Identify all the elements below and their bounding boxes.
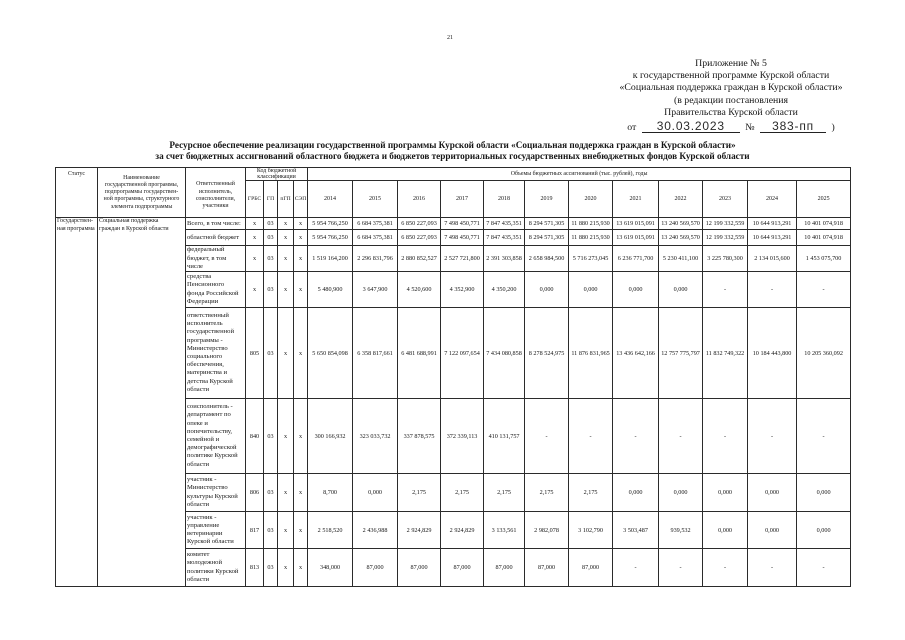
header-status: Статус: [56, 168, 98, 218]
header-program-name: Наименование государственной программы, подпрограммы государствен- ной программы, структурного элемента подпрограммы: [98, 168, 186, 218]
allocation-value-cell: 2 436,988: [353, 512, 398, 549]
allocation-value-cell: -: [703, 272, 748, 308]
allocation-value-cell: 2 924,829: [398, 512, 441, 549]
allocation-value-cell: 7 847 435,351: [484, 218, 525, 230]
allocation-value-cell: 10 205 360,092: [797, 308, 851, 399]
allocation-value-cell: 13 240 569,570: [659, 218, 703, 230]
allocation-value-cell: 0,000: [525, 272, 569, 308]
row-label-cell: участник - управление ветеринарии Курской области: [186, 512, 246, 549]
allocation-value-cell: 87,000: [525, 549, 569, 587]
budget-code-cell: х: [294, 230, 308, 246]
budget-code-cell: х: [246, 246, 264, 272]
allocation-value-cell: 87,000: [441, 549, 484, 587]
allocation-value-cell: 0,000: [748, 474, 797, 512]
allocation-value-cell: 6 684 375,381: [353, 218, 398, 230]
budget-code-cell: 03: [264, 246, 278, 272]
allocation-value-cell: 1 453 075,700: [797, 246, 851, 272]
budget-code-cell: х: [294, 246, 308, 272]
allocation-value-cell: 0,000: [659, 272, 703, 308]
year-header: 2015: [353, 181, 398, 218]
allocation-value-cell: 2 658 984,500: [525, 246, 569, 272]
row-label-cell: ответственный исполнитель государственной программы - Министерство социального обеспечения, материнства и детства Курской области: [186, 308, 246, 399]
allocation-value-cell: 13 619 015,091: [613, 230, 659, 246]
budget-code-cell: 03: [264, 474, 278, 512]
allocation-value-cell: 6 236 771,700: [613, 246, 659, 272]
year-header: 2016: [398, 181, 441, 218]
appendix-title: Приложение № 5: [695, 58, 767, 69]
allocation-value-cell: 11 880 215,930: [569, 230, 613, 246]
allocation-value-cell: 6 481 688,991: [398, 308, 441, 399]
approval-date: 30.03.2023: [642, 120, 740, 133]
budget-code-cell: х: [294, 399, 308, 474]
budget-code-cell: 03: [264, 272, 278, 308]
allocation-value-cell: 10 401 074,918: [797, 230, 851, 246]
allocation-value-cell: 410 131,757: [484, 399, 525, 474]
allocation-value-cell: 2 924,829: [441, 512, 484, 549]
allocation-value-cell: 0,000: [703, 474, 748, 512]
budget-table: [55, 167, 851, 587]
budget-code-cell: х: [246, 230, 264, 246]
budget-code-cell: х: [246, 272, 264, 308]
budget-code-header: СЭП: [294, 181, 308, 218]
year-header: 2023: [703, 181, 748, 218]
allocation-value-cell: 2 296 831,796: [353, 246, 398, 272]
allocation-value-cell: 12 199 332,559: [703, 230, 748, 246]
allocation-value-cell: 300 166,932: [308, 399, 353, 474]
allocation-value-cell: 5 954 766,250: [308, 218, 353, 230]
budget-code-cell: 813: [246, 549, 264, 587]
allocation-value-cell: 4 350,200: [484, 272, 525, 308]
allocation-value-cell: 7 498 450,771: [441, 230, 484, 246]
budget-code-cell: 805: [246, 308, 264, 399]
appendix-program-ref: к государственной программе Курской области: [632, 70, 830, 82]
allocation-value-cell: 10 184 443,800: [748, 308, 797, 399]
allocation-value-cell: 6 358 817,661: [353, 308, 398, 399]
allocation-value-cell: 11 880 215,930: [569, 218, 613, 230]
approval-suffix: ): [831, 122, 835, 134]
row-label-cell: соисполнитель - департамент по опеке и попечительству, семейной и демографической политике Курской области: [186, 399, 246, 474]
approval-number: 383-пп: [760, 120, 826, 133]
allocation-value-cell: 2,175: [569, 474, 613, 512]
appendix-header: [599, 58, 863, 134]
allocation-value-cell: 0,000: [659, 474, 703, 512]
allocation-value-cell: 2 527 721,800: [441, 246, 484, 272]
allocation-value-cell: 0,000: [613, 272, 659, 308]
allocation-value-cell: 1 519 164,200: [308, 246, 353, 272]
budget-table-body: [56, 218, 851, 587]
allocation-value-cell: 6 850 227,093: [398, 218, 441, 230]
budget-code-cell: х: [294, 272, 308, 308]
allocation-value-cell: -: [748, 399, 797, 474]
year-header: 2017: [441, 181, 484, 218]
budget-code-cell: х: [278, 474, 294, 512]
program-status-cell: Государствен- ная программа: [56, 218, 98, 587]
allocation-value-cell: 4 352,900: [441, 272, 484, 308]
allocation-value-cell: -: [748, 272, 797, 308]
allocation-value-cell: -: [613, 549, 659, 587]
allocation-value-cell: 5 480,900: [308, 272, 353, 308]
allocation-value-cell: 0,000: [797, 512, 851, 549]
allocation-value-cell: -: [569, 399, 613, 474]
allocation-value-cell: 2 982,078: [525, 512, 569, 549]
approval-number-sign: №: [745, 122, 755, 134]
budget-code-cell: х: [294, 474, 308, 512]
allocation-value-cell: 8 294 571,305: [525, 218, 569, 230]
allocation-value-cell: -: [613, 399, 659, 474]
budget-code-cell: 03: [264, 230, 278, 246]
budget-code-cell: х: [278, 218, 294, 230]
allocation-value-cell: 12 757 775,797: [659, 308, 703, 399]
allocation-value-cell: 372 339,113: [441, 399, 484, 474]
table-header-row: [56, 168, 851, 181]
allocation-value-cell: 7 434 080,858: [484, 308, 525, 399]
budget-code-cell: х: [294, 512, 308, 549]
year-header: 2014: [308, 181, 353, 218]
allocation-value-cell: 7 847 435,351: [484, 230, 525, 246]
page-number: 21: [447, 35, 453, 41]
budget-code-header: ГП: [264, 181, 278, 218]
year-header: 2025: [797, 181, 851, 218]
year-header: 2019: [525, 181, 569, 218]
allocation-value-cell: 7 498 450,771: [441, 218, 484, 230]
allocation-value-cell: -: [797, 549, 851, 587]
allocation-value-cell: -: [703, 399, 748, 474]
year-header: 2022: [659, 181, 703, 218]
allocation-value-cell: 3 647,900: [353, 272, 398, 308]
allocation-value-cell: 5 954 766,250: [308, 230, 353, 246]
budget-code-header: пГП: [278, 181, 294, 218]
budget-code-cell: х: [278, 399, 294, 474]
document-title-line-2: за счет бюджетных ассигнований областного бюджета и бюджетов территориальных государственных внебюджетных фондов Курской области: [155, 151, 750, 161]
allocation-value-cell: 13 240 569,570: [659, 230, 703, 246]
appendix-authority: Правительства Курской области: [664, 106, 798, 118]
allocation-value-cell: 2,175: [398, 474, 441, 512]
allocation-value-cell: -: [659, 549, 703, 587]
budget-code-cell: х: [246, 218, 264, 230]
allocation-value-cell: 0,000: [613, 474, 659, 512]
allocation-value-cell: 13 619 015,091: [613, 218, 659, 230]
budget-code-cell: 840: [246, 399, 264, 474]
budget-code-cell: 03: [264, 512, 278, 549]
year-header: 2021: [613, 181, 659, 218]
allocation-value-cell: 8 278 524,975: [525, 308, 569, 399]
allocation-value-cell: 2,175: [484, 474, 525, 512]
budget-code-cell: 03: [264, 549, 278, 587]
allocation-value-cell: 6 850 227,093: [398, 230, 441, 246]
allocation-value-cell: -: [748, 549, 797, 587]
allocation-value-cell: 0,000: [797, 474, 851, 512]
appendix-program-name: «Социальная поддержка граждан в Курской области»: [619, 82, 843, 94]
budget-code-cell: 03: [264, 308, 278, 399]
budget-code-cell: х: [278, 308, 294, 399]
allocation-value-cell: 2 391 303,858: [484, 246, 525, 272]
budget-code-cell: х: [278, 230, 294, 246]
year-header: 2024: [748, 181, 797, 218]
budget-code-cell: 817: [246, 512, 264, 549]
budget-code-cell: х: [278, 549, 294, 587]
budget-code-header: ГРБС: [246, 181, 264, 218]
allocation-value-cell: -: [659, 399, 703, 474]
allocation-value-cell: 5 716 273,045: [569, 246, 613, 272]
row-label-cell: комитет молодежной политики Курской области: [186, 549, 246, 587]
row-label-cell: областной бюджет: [186, 230, 246, 246]
program-name-cell: Социальная поддержка граждан в Курской области: [98, 218, 186, 587]
header-budget-classification: Код бюджетной классификации: [246, 168, 308, 181]
allocation-value-cell: 6 684 375,381: [353, 230, 398, 246]
budget-code-cell: х: [294, 549, 308, 587]
allocation-value-cell: 2,175: [441, 474, 484, 512]
allocation-value-cell: 0,000: [703, 512, 748, 549]
allocation-value-cell: 0,000: [569, 272, 613, 308]
row-label-cell: Всего, в том числе:: [186, 218, 246, 230]
allocation-value-cell: 2 518,520: [308, 512, 353, 549]
allocation-value-cell: 337 878,575: [398, 399, 441, 474]
allocation-value-cell: 0,000: [748, 512, 797, 549]
budget-code-cell: х: [294, 308, 308, 399]
year-header: 2018: [484, 181, 525, 218]
allocation-value-cell: 87,000: [484, 549, 525, 587]
allocation-value-cell: 2,175: [525, 474, 569, 512]
allocation-value-cell: 5 230 411,100: [659, 246, 703, 272]
budget-code-cell: 806: [246, 474, 264, 512]
allocation-value-cell: -: [797, 272, 851, 308]
allocation-value-cell: -: [797, 399, 851, 474]
budget-code-cell: х: [278, 512, 294, 549]
header-executor: Ответственный исполнитель, соисполнители, участники: [186, 168, 246, 218]
allocation-value-cell: 8 294 571,305: [525, 230, 569, 246]
allocation-value-cell: -: [703, 549, 748, 587]
allocation-value-cell: 5 650 854,098: [308, 308, 353, 399]
allocation-value-cell: 0,000: [353, 474, 398, 512]
budget-code-cell: х: [278, 246, 294, 272]
allocation-value-cell: 87,000: [398, 549, 441, 587]
budget-code-cell: 03: [264, 399, 278, 474]
row-label-cell: средства Пенсионного фонда Российской Федерации: [186, 272, 246, 308]
allocation-value-cell: 939,532: [659, 512, 703, 549]
allocation-value-cell: 87,000: [353, 549, 398, 587]
allocation-value-cell: 348,000: [308, 549, 353, 587]
appendix-revision-note: (в редакции постановления: [673, 94, 789, 106]
allocation-value-cell: 87,000: [569, 549, 613, 587]
allocation-value-cell: 4 520,600: [398, 272, 441, 308]
allocation-value-cell: 323 033,732: [353, 399, 398, 474]
allocation-value-cell: 7 122 097,654: [441, 308, 484, 399]
allocation-value-cell: 13 436 642,166: [613, 308, 659, 399]
row-label-cell: федеральный бюджет, в том числе: [186, 246, 246, 272]
table-row: [56, 218, 851, 230]
year-header: 2020: [569, 181, 613, 218]
allocation-value-cell: 3 503,487: [613, 512, 659, 549]
allocation-value-cell: 3 225 780,300: [703, 246, 748, 272]
budget-code-cell: 03: [264, 218, 278, 230]
allocation-value-cell: 10 644 913,291: [748, 230, 797, 246]
allocation-value-cell: 12 199 332,559: [703, 218, 748, 230]
allocation-value-cell: 10 644 913,291: [748, 218, 797, 230]
document-title: [0, 140, 905, 162]
allocation-value-cell: 10 401 074,918: [797, 218, 851, 230]
allocation-value-cell: 3 133,561: [484, 512, 525, 549]
allocation-value-cell: 3 102,790: [569, 512, 613, 549]
allocation-value-cell: 2 134 015,600: [748, 246, 797, 272]
header-allocation-volumes: Объемы бюджетных ассигнований (тыс. рублей), годы: [308, 168, 851, 181]
budget-code-cell: х: [294, 218, 308, 230]
row-label-cell: участник - Министерство культуры Курской области: [186, 474, 246, 512]
allocation-value-cell: 2 880 852,527: [398, 246, 441, 272]
allocation-value-cell: 8,700: [308, 474, 353, 512]
approval-line: [599, 120, 863, 134]
budget-code-cell: х: [278, 272, 294, 308]
allocation-value-cell: 11 876 831,965: [569, 308, 613, 399]
approval-prefix: от: [627, 122, 637, 134]
document-title-line-1: Ресурсное обеспечение реализации государственной программы Курской области «Социальная поддержка граждан в Курской области»: [169, 140, 736, 150]
allocation-value-cell: -: [525, 399, 569, 474]
allocation-value-cell: 11 832 749,322: [703, 308, 748, 399]
